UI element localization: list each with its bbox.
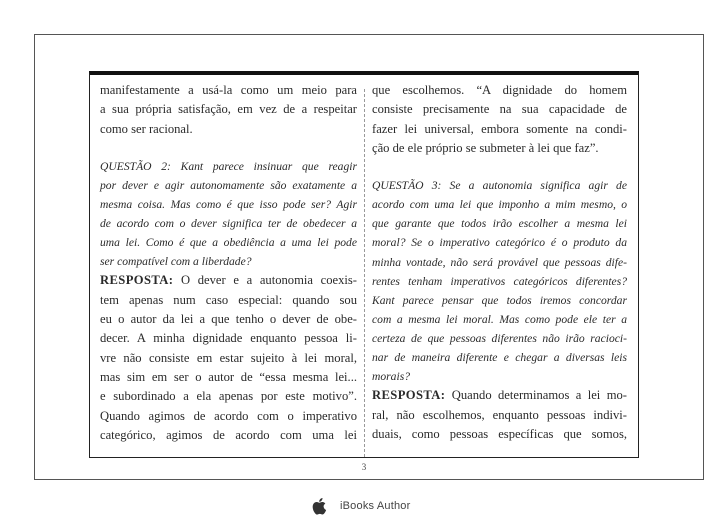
question-line: certeza de que pessoas diferentes não irão racioci- (372, 331, 627, 345)
question-line: nar de maneira diferente e chegar a diversas leis (372, 351, 627, 365)
text-line: fazer lei universal, embora somente na condi- (372, 121, 627, 136)
question-line: QUESTÃO 2: Kant parece insinuar que reagir (100, 159, 357, 173)
question-line: rentes tenham imperativos categóricos diferentes? (372, 274, 627, 288)
text-line: categórico, agimos de acordo com uma lei (100, 427, 357, 442)
text-line: consiste precisamente na sua capacidade de (372, 102, 627, 117)
right-column (372, 81, 627, 457)
text-line: e subordinado a ela apenas por este motivo”. (100, 389, 357, 404)
question-line: de acordo com o dever significa ter de obedecer a (100, 217, 357, 231)
apple-logo-icon (312, 497, 328, 515)
question-line: com a mesma lei moral. Mas como pode ele ter a (372, 312, 627, 326)
question-line: acordo com uma lei que imponho a mim mesmo, o (372, 198, 627, 212)
question-line: minha vontade, não será provável que pessoas dife- (372, 255, 627, 269)
answer-text: Quando determinamos a lei mo- (445, 388, 627, 403)
text-line: que escolhemos. “A dignidade do homem (372, 83, 627, 97)
question-line: Kant parece pensar que todos iremos concordar (372, 293, 627, 307)
page-number: 3 (361, 462, 367, 472)
column-divider (364, 89, 365, 457)
text-line: decer. A minha dignidade enquanto pessoa li- (100, 331, 357, 346)
text-line: como ser racional. (100, 121, 193, 136)
question-line: que garante que todos irão escolher a mesma lei (372, 217, 627, 231)
book-page-text (89, 71, 639, 458)
left-column (100, 81, 357, 457)
question-line: uma lei. Como é que a obediência a uma lei pode (100, 236, 357, 250)
text-line: vre não consiste em estar sujeito à lei moral, (100, 350, 357, 365)
text-line: tem apenas num caso especial: quando sou (100, 292, 357, 307)
text-line: manifestamente a usá-la como um meio para (100, 83, 357, 97)
text-line: a sua própria satisfação, em vez de a respeitar (100, 102, 357, 117)
answer-text: O dever e a autonomia coexis- (173, 273, 357, 288)
text-line: Quando agimos de acordo com o imperativo (100, 408, 357, 423)
answer-label: RESPOSTA: (372, 388, 446, 403)
question-line: por dever e agir autonomamente são exatamente a (100, 178, 357, 192)
text-line: eu o autor da lei a que tenho o dever de obe- (100, 312, 357, 327)
answer-first-line (372, 386, 627, 405)
question-line: ser compatível com a liberdade? (100, 255, 252, 269)
question-line: moral? Se o imperativo categórico é o produto da (372, 236, 627, 250)
question-line: morais? (372, 370, 411, 384)
footer (312, 497, 410, 515)
question-line: QUESTÃO 3: Se a autonomia significa agir de (372, 179, 627, 193)
answer-first-line (100, 271, 357, 290)
text-line: duais, como pessoas específicas que somos, (372, 426, 627, 441)
answer-label: RESPOSTA: (100, 273, 174, 288)
footer-brand: iBooks Author (340, 500, 411, 512)
text-line: mas sim em ser o autor de “essa mesma lei... (100, 369, 357, 384)
text-line: ção de ele próprio se submeter à lei que faz”. (372, 140, 599, 155)
question-line: mesma coisa. Mas como é que isso pode ser? Agir (100, 198, 357, 212)
text-line: ral, não escolhemos, enquanto pessoas indivi- (372, 407, 627, 422)
